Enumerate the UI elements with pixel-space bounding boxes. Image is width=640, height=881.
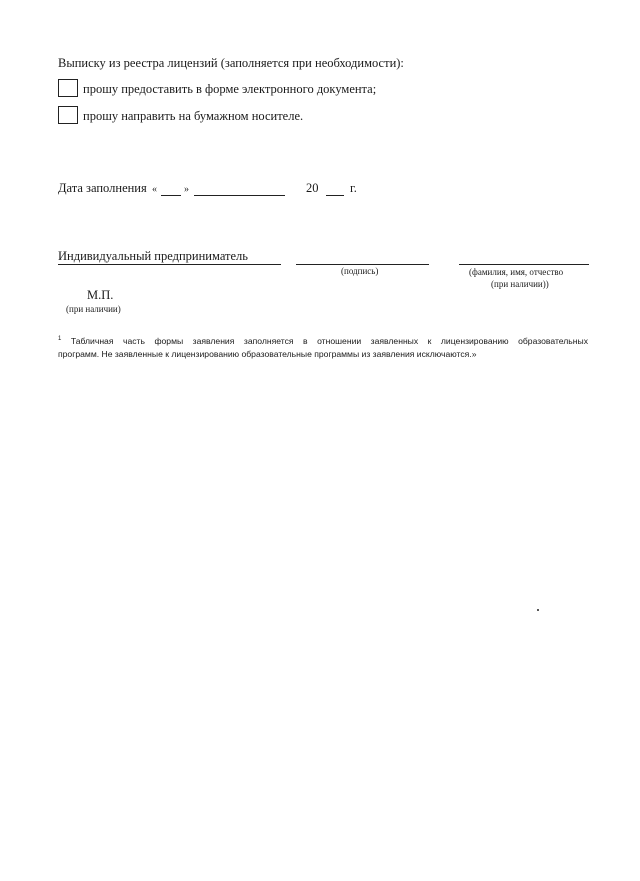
year-prefix: 20 bbox=[306, 181, 319, 195]
signature-caption: (подпись) bbox=[341, 266, 379, 276]
electronic-document-checkbox[interactable] bbox=[58, 79, 78, 97]
day-field[interactable] bbox=[161, 195, 181, 196]
full-name-caption-line2: (при наличии)) bbox=[491, 279, 549, 289]
full-name-caption-line1: (фамилия, имя, отчество bbox=[469, 267, 564, 277]
seal-caption: (при наличии) bbox=[66, 304, 121, 314]
date-open-quote: « bbox=[152, 184, 157, 195]
month-field[interactable] bbox=[194, 195, 285, 196]
signature-field[interactable] bbox=[296, 264, 429, 265]
year-suffix: г. bbox=[350, 181, 357, 195]
paper-carrier-checkbox[interactable] bbox=[58, 106, 78, 124]
entrepreneur-label: Индивидуальный предприниматель bbox=[58, 249, 248, 263]
full-name-field[interactable] bbox=[459, 264, 589, 265]
footnote bbox=[58, 333, 588, 361]
footnote-line-2: программ. Не заявленные к лицензированию образовательные программы из заявления исключаются.» bbox=[58, 348, 477, 359]
paper-carrier-option-label: прошу направить на бумажном носителе. bbox=[83, 109, 304, 123]
year-field[interactable] bbox=[326, 195, 344, 196]
footnote-line-1: Табличная часть формы заявления заполняется в отношении заявленных к лицензированию образовательных bbox=[70, 335, 588, 346]
scan-speck bbox=[537, 609, 539, 611]
extract-heading: Выписку из реестра лицензий (заполняется при необходимости): bbox=[58, 56, 404, 70]
footnote-marker: 1 bbox=[58, 336, 62, 342]
seal-label: М.П. bbox=[87, 288, 114, 302]
date-close-quote: » bbox=[184, 184, 189, 195]
date-label: Дата заполнения bbox=[58, 181, 147, 195]
entrepreneur-underline bbox=[58, 264, 281, 265]
electronic-document-option-label: прошу предоставить в форме электронного документа; bbox=[83, 82, 377, 96]
